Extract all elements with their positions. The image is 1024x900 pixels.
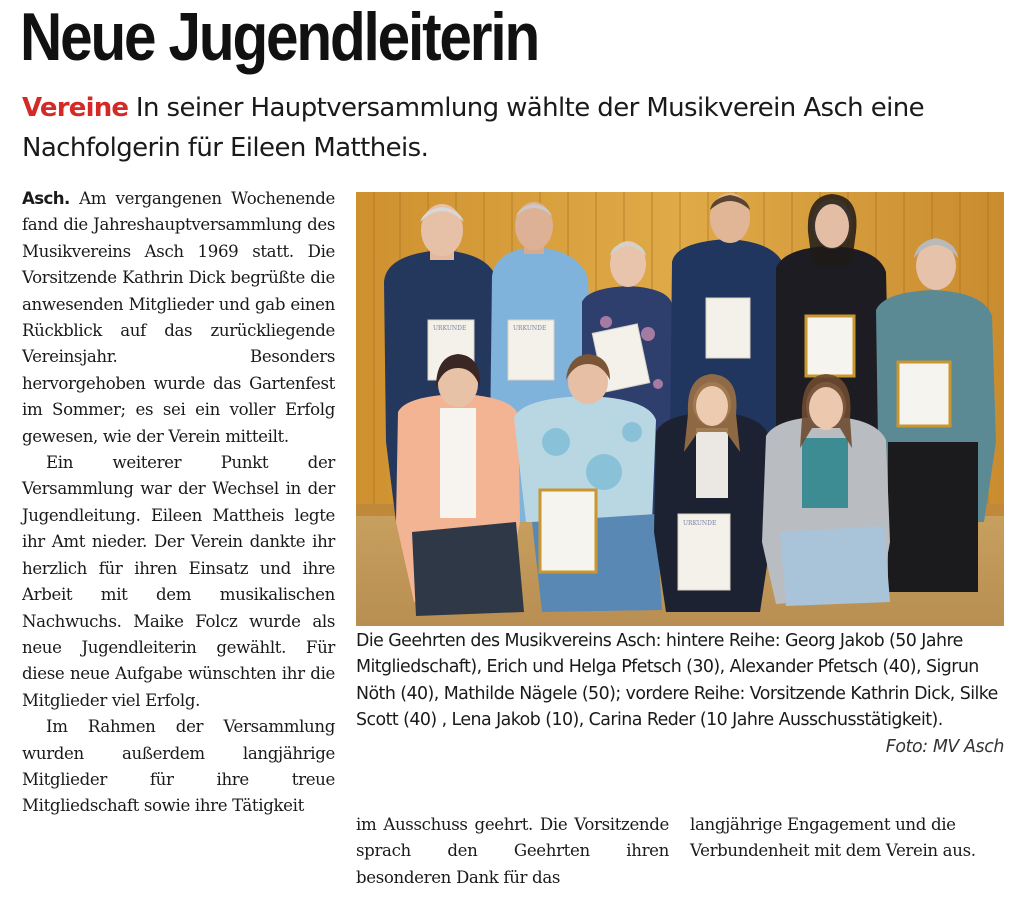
group-photo-illustration — [356, 192, 1004, 626]
paragraph-2: Ein weiterer Punkt der Versammlung war der Wechsel in der Jugendleitung. Eileen Mattheis legte ihr Amt nieder. Der Verein dankte ihr herzlich für ihren Einsatz und ihre Arbeit mit dem musikalischen Nachwuchs. Maike Folcz wurde als neue Jugendleiterin gewählt. Für diese neue Aufgabe wünschten ihr die Mitglieder viel Erfolg. — [22, 453, 335, 710]
paragraph-1-text: Am vergangenen Wochenende fand die Jahreshauptversammlung des Musikvereins Asch 1969 statt. Die Vorsitzende Kathrin Dick begrüßte die anwesenden Mitglieder und gab einen Rückblick auf das zurückliegende Vereinsjahr. Besonders hervorgehoben wurde das Gartenfest im Sommer; es sei ein voller Erfolg gewesen, wie der Verein mitteilt. — [22, 189, 335, 446]
certificate-front-2 — [540, 490, 596, 572]
subheadline-text: In seiner Hauptversammlung wählte der Musikverein Asch eine Nachfolgerin für Eileen Mattheis. — [22, 93, 925, 163]
headline: Neue Jugendleiterin — [20, 0, 539, 75]
section-kicker: Vereine — [22, 93, 129, 123]
photo-credit: Foto: MV Asch — [885, 736, 1004, 757]
article-column-2 — [356, 812, 669, 891]
photo-caption — [356, 628, 1004, 760]
article-column-1 — [22, 186, 335, 820]
subheadline — [22, 88, 982, 168]
group-photo — [356, 192, 1004, 626]
paragraph-3-continued: im Ausschuss geehrt. Die Vorsitzende sprach den Geehrten ihren besonderen Dank für das — [356, 815, 669, 887]
paragraph-3: Im Rahmen der Versammlung wurden außerdem langjährige Mitglieder für ihre treue Mitgliedschaft sowie ihre Tätigkeit — [22, 717, 335, 816]
article-column-3 — [690, 812, 1004, 865]
paragraph-3-end: langjährige Engagement und die Verbundenheit mit dem Verein aus. — [690, 815, 976, 861]
paragraph-1 — [22, 186, 335, 450]
dateline: Asch. — [22, 189, 70, 208]
certificate-label: URKUNDE — [433, 325, 467, 332]
certificate-label: URKUNDE — [513, 325, 547, 332]
certificate-label: URKUNDE — [683, 520, 717, 527]
photo-caption-text: Die Geehrten des Musikvereins Asch: hintere Reihe: Georg Jakob (50 Jahre Mitgliedschaft), Erich und Helga Pfetsch (30), Alexander Pfetsch (40), Sigrun Nöth (40), Mathilde Nägele (50); vordere Reihe: Vorsitzende Kathrin Dick, Silke Scott (40) , Lena Jakob (10), Carina Reder (10 Jahre Ausschusstätigkeit). — [356, 631, 998, 731]
